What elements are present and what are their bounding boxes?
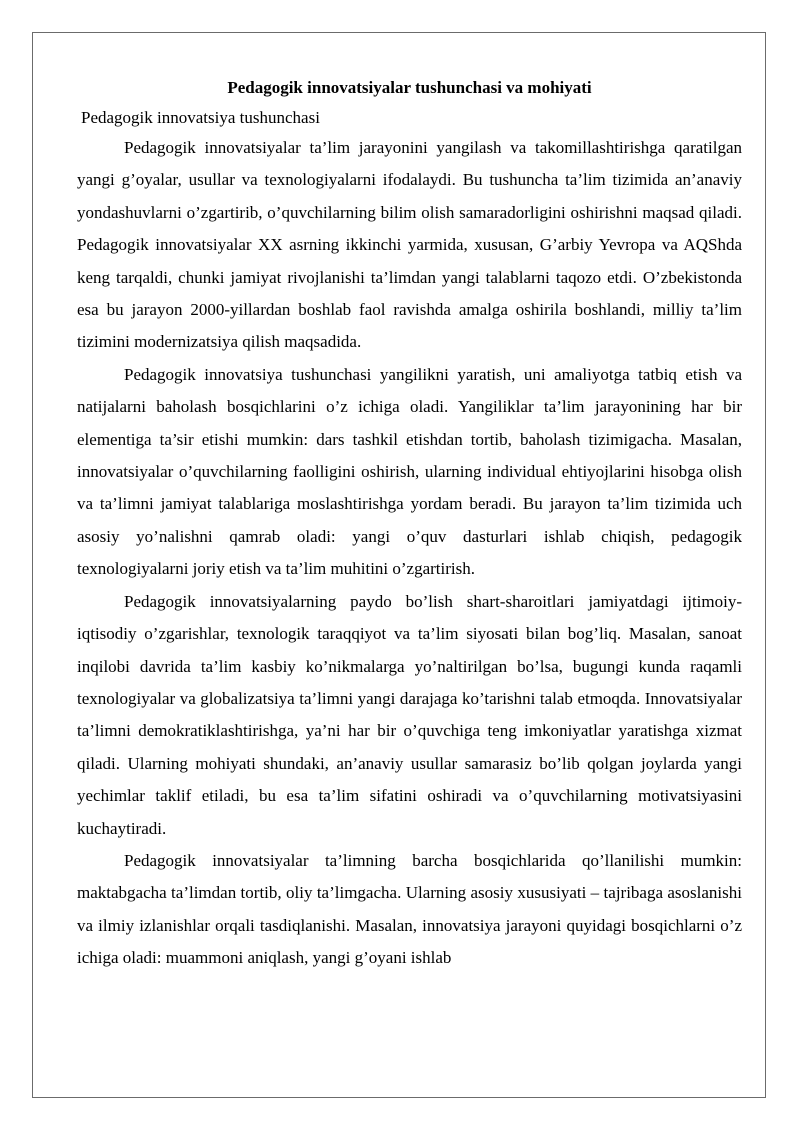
document-body [77, 76, 742, 975]
section-subheading: Pedagogik innovatsiya tushunchasi [81, 108, 320, 127]
document-title: Pedagogik innovatsiyalar tushunchasi va mohiyati [227, 78, 592, 97]
paragraph-1: Pedagogik innovatsiyalar ta’lim jarayonini yangilash va takomillashtirishga qaratilgan yangi g’oyalar, usullar va texnologiyalarni ifodalaydi. Bu tushuncha ta’lim tizimida an’anaviy yondashuvlarni o’zgartirib, o’quvchilarning bilim olish samaradorligini oshirishni maqsad qiladi. Pedagogik innovatsiyalar XX asrning ikkinchi yarmida, xususan, G’arbiy Yevropa va AQShda keng tarqaldi, chunki jamiyat rivojlanishi ta’limdan yangi talablarni taqozo etdi. O’zbekistonda esa bu jarayon 2000-yillardan boshlab faol ravishda amalga oshirila boshlandi, milliy ta’lim tizimini modernizatsiya qilish maqsadida. [77, 138, 742, 352]
paragraph-4: Pedagogik innovatsiyalar ta’limning barcha bosqichlarida qo’llanilishi mumkin: maktabgacha ta’limdan tortib, oliy ta’limgacha. Ularning asosiy xususiyati – tajribaga asoslanishi va ilmiy izlanishlar orqali tasdiqlanishi. Masalan, innovatsiya jarayoni quyidagi bosqichlarni o’z ichiga oladi: muammoni aniqlash, yangi g’oyani ishlab [77, 850, 742, 968]
paragraph-2: Pedagogik innovatsiya tushunchasi yangilikni yaratish, uni amaliyotga tatbiq etish va natijalarni baholash bosqichlarini o’z ichiga oladi. Yangiliklar ta’lim jarayonining har bir elementiga ta’sir etishi mumkin: dars tashkil etishdan tortib, baholash tizimigacha. Masalan, innovatsiyalar o’quvchilarning faolligini oshirish, ularning individual ehtiyojlarini hisobga olish va ta’limni jamiyat talablariga moslashtirishga yordam beradi. Bu jarayon ta’lim tizimida uch asosiy yo’nalishni qamrab oladi: yangi o’quv dasturlari ishlab chiqish, pedagogik texnologiyalarni joriy etish va ta’lim muhitini o’zgartirish. [77, 364, 742, 579]
paragraph-3: Pedagogik innovatsiyalarning paydo bo’lish shart-sharoitlari jamiyatdagi ijtimoiy-iqtisodiy o’zgarishlar, texnologik taraqqiyot va ta’lim siyosati bilan bog’liq. Masalan, sanoat inqilobi davrida ta’lim kasbiy ko’nikmalarga yo’naltirilgan bo’lsa, bugungi kunda raqamli texnologiyalar va globalizatsiya ta’limni yangi darajaga ko’tarishni talab etmoqda. Innovatsiyalar ta’limni demokratiklashtirishga, ya’ni har bir o’quvchiga teng imkoniyatlar yaratishga xizmat qiladi. Ularning mohiyati shundaki, an’anaviy usullar samarasiz bo’lib qolgan joylarda yangi yechimlar taklif etiladi, bu esa ta’lim sifatini oshiradi va o’quvchilarning motivatsiyasini kuchaytiradi. [77, 591, 742, 838]
